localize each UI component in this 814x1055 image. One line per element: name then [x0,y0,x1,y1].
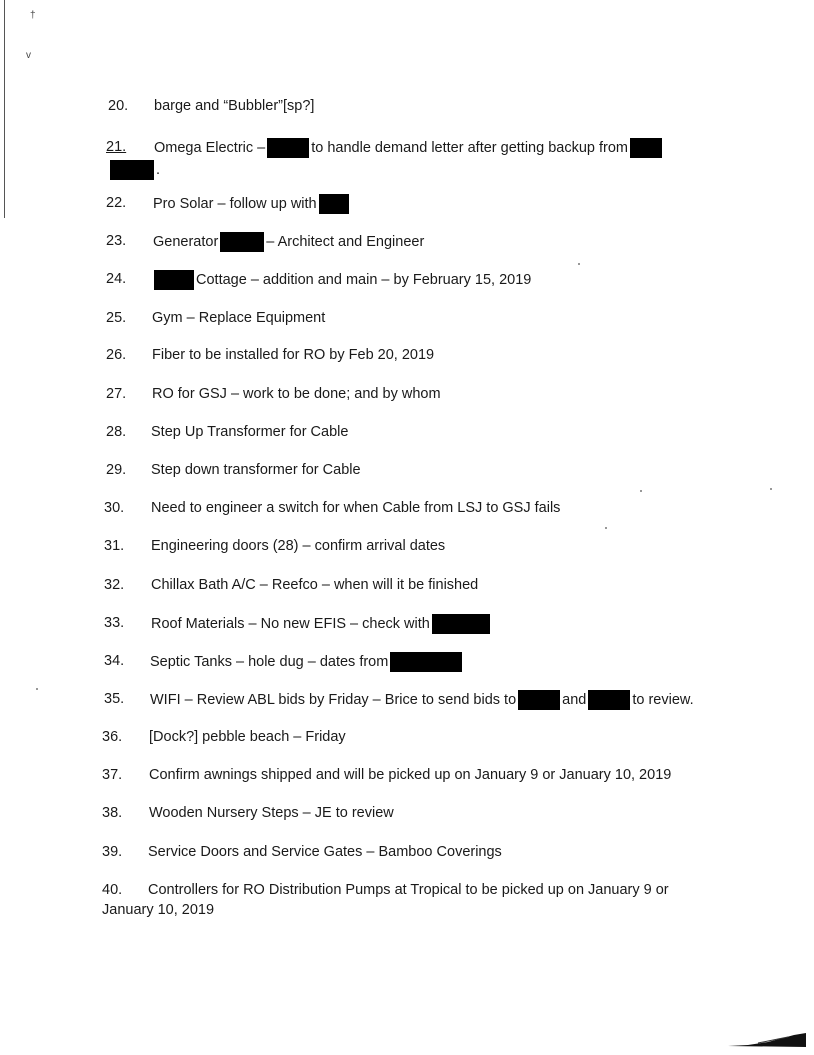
item-number: 39. [102,844,123,860]
item-content [151,423,348,441]
item-number: 28. [106,424,127,440]
item-number: 26. [106,347,127,363]
item-text: barge and “Bubbler”[sp?] [154,98,315,114]
item-content [149,766,671,784]
item-number: 35. [104,691,125,707]
item-text: Generator [153,233,219,250]
redaction-block [518,690,560,710]
item-text: Fiber to be installed for RO by Feb 20, 2019 [152,347,435,363]
item-content [151,576,478,594]
item-number: 29. [106,462,127,478]
redaction-block [319,194,349,214]
item-number: 21. [106,139,127,155]
item-number: 37. [102,767,123,783]
item-number: 32. [104,577,125,593]
item-text: [Dock?] pebble beach – Friday [149,729,346,745]
item-content [148,843,502,861]
item-text: – Architect and Engineer [266,233,425,250]
item-number: 23. [106,233,127,249]
item-content [154,138,664,158]
item-text: Service Doors and Service Gates – Bamboo Coverings [148,844,502,860]
item-text: Gym – Replace Equipment [152,310,326,326]
redaction-block [390,652,462,672]
item-number: 38. [102,805,123,821]
item-content [152,270,531,290]
item-number: 20. [108,98,129,114]
margin-mark: v [26,50,31,61]
scan-speck [770,488,772,490]
item-content [148,881,669,899]
item-continuation [102,901,214,919]
item-text: Cottage – addition and main – by February 15, 2019 [196,271,532,288]
item-text: Chillax Bath A/C – Reefco – when will it be finished [151,577,479,593]
redaction-block [110,160,154,180]
item-continuation [108,160,160,180]
item-text: and [562,691,587,708]
scan-speck [36,688,38,690]
item-number: 22. [106,195,127,211]
item-number: 33. [104,615,125,631]
item-text: Septic Tanks – hole dug – dates from [150,653,389,670]
item-text: Step down transformer for Cable [151,462,361,478]
item-number: 36. [102,729,123,745]
item-content [152,309,325,327]
item-text: Pro Solar – follow up with [153,195,317,212]
item-text: to review. [632,691,694,708]
item-text: WIFI – Review ABL bids by Friday – Brice to send bids to [150,691,517,708]
item-text: January 10, 2019 [102,902,215,918]
item-number: 25. [106,310,127,326]
signature-smudge [728,1033,806,1047]
scan-speck [578,263,580,265]
item-number: 30. [104,500,125,516]
item-number: 40. [102,882,123,898]
item-text: RO for GSJ – work to be done; and by whom [152,386,441,402]
redaction-block [588,690,630,710]
item-content [151,537,445,555]
item-number: 34. [104,653,125,669]
item-text: Engineering doors (28) – confirm arrival dates [151,538,446,554]
scan-speck [640,490,642,492]
item-content [153,194,351,214]
item-content [152,346,434,364]
item-text: Need to engineer a switch for when Cable from LSJ to GSJ fails [151,500,561,516]
margin-mark: † [30,10,36,21]
redaction-block [154,270,194,290]
item-content [151,461,361,479]
item-text: Omega Electric – [154,139,266,156]
item-content [149,804,394,822]
item-text: Confirm awnings shipped and will be picked up on January 9 or January 10, 2019 [149,767,672,783]
item-content [153,232,424,252]
redaction-block [220,232,264,252]
item-number: 24. [106,271,127,287]
item-content [151,614,492,634]
item-text: Roof Materials – No new EFIS – check with [151,615,430,632]
scan-speck [605,527,607,529]
item-number: 27. [106,386,127,402]
item-content [150,652,464,672]
redaction-block [630,138,662,158]
item-text: Controllers for RO Distribution Pumps at Tropical to be picked up on January 9 or [148,882,669,898]
page-edge-line [4,0,5,218]
item-text: . [156,161,161,178]
item-content [150,690,694,710]
redaction-block [432,614,490,634]
item-text: Step Up Transformer for Cable [151,424,349,440]
item-content [151,499,560,517]
item-content [152,385,441,403]
item-number: 31. [104,538,125,554]
redaction-block [267,138,309,158]
item-content [154,97,314,115]
item-text: to handle demand letter after getting backup from [311,139,628,156]
item-text: Wooden Nursery Steps – JE to review [149,805,394,821]
item-content [149,728,346,746]
